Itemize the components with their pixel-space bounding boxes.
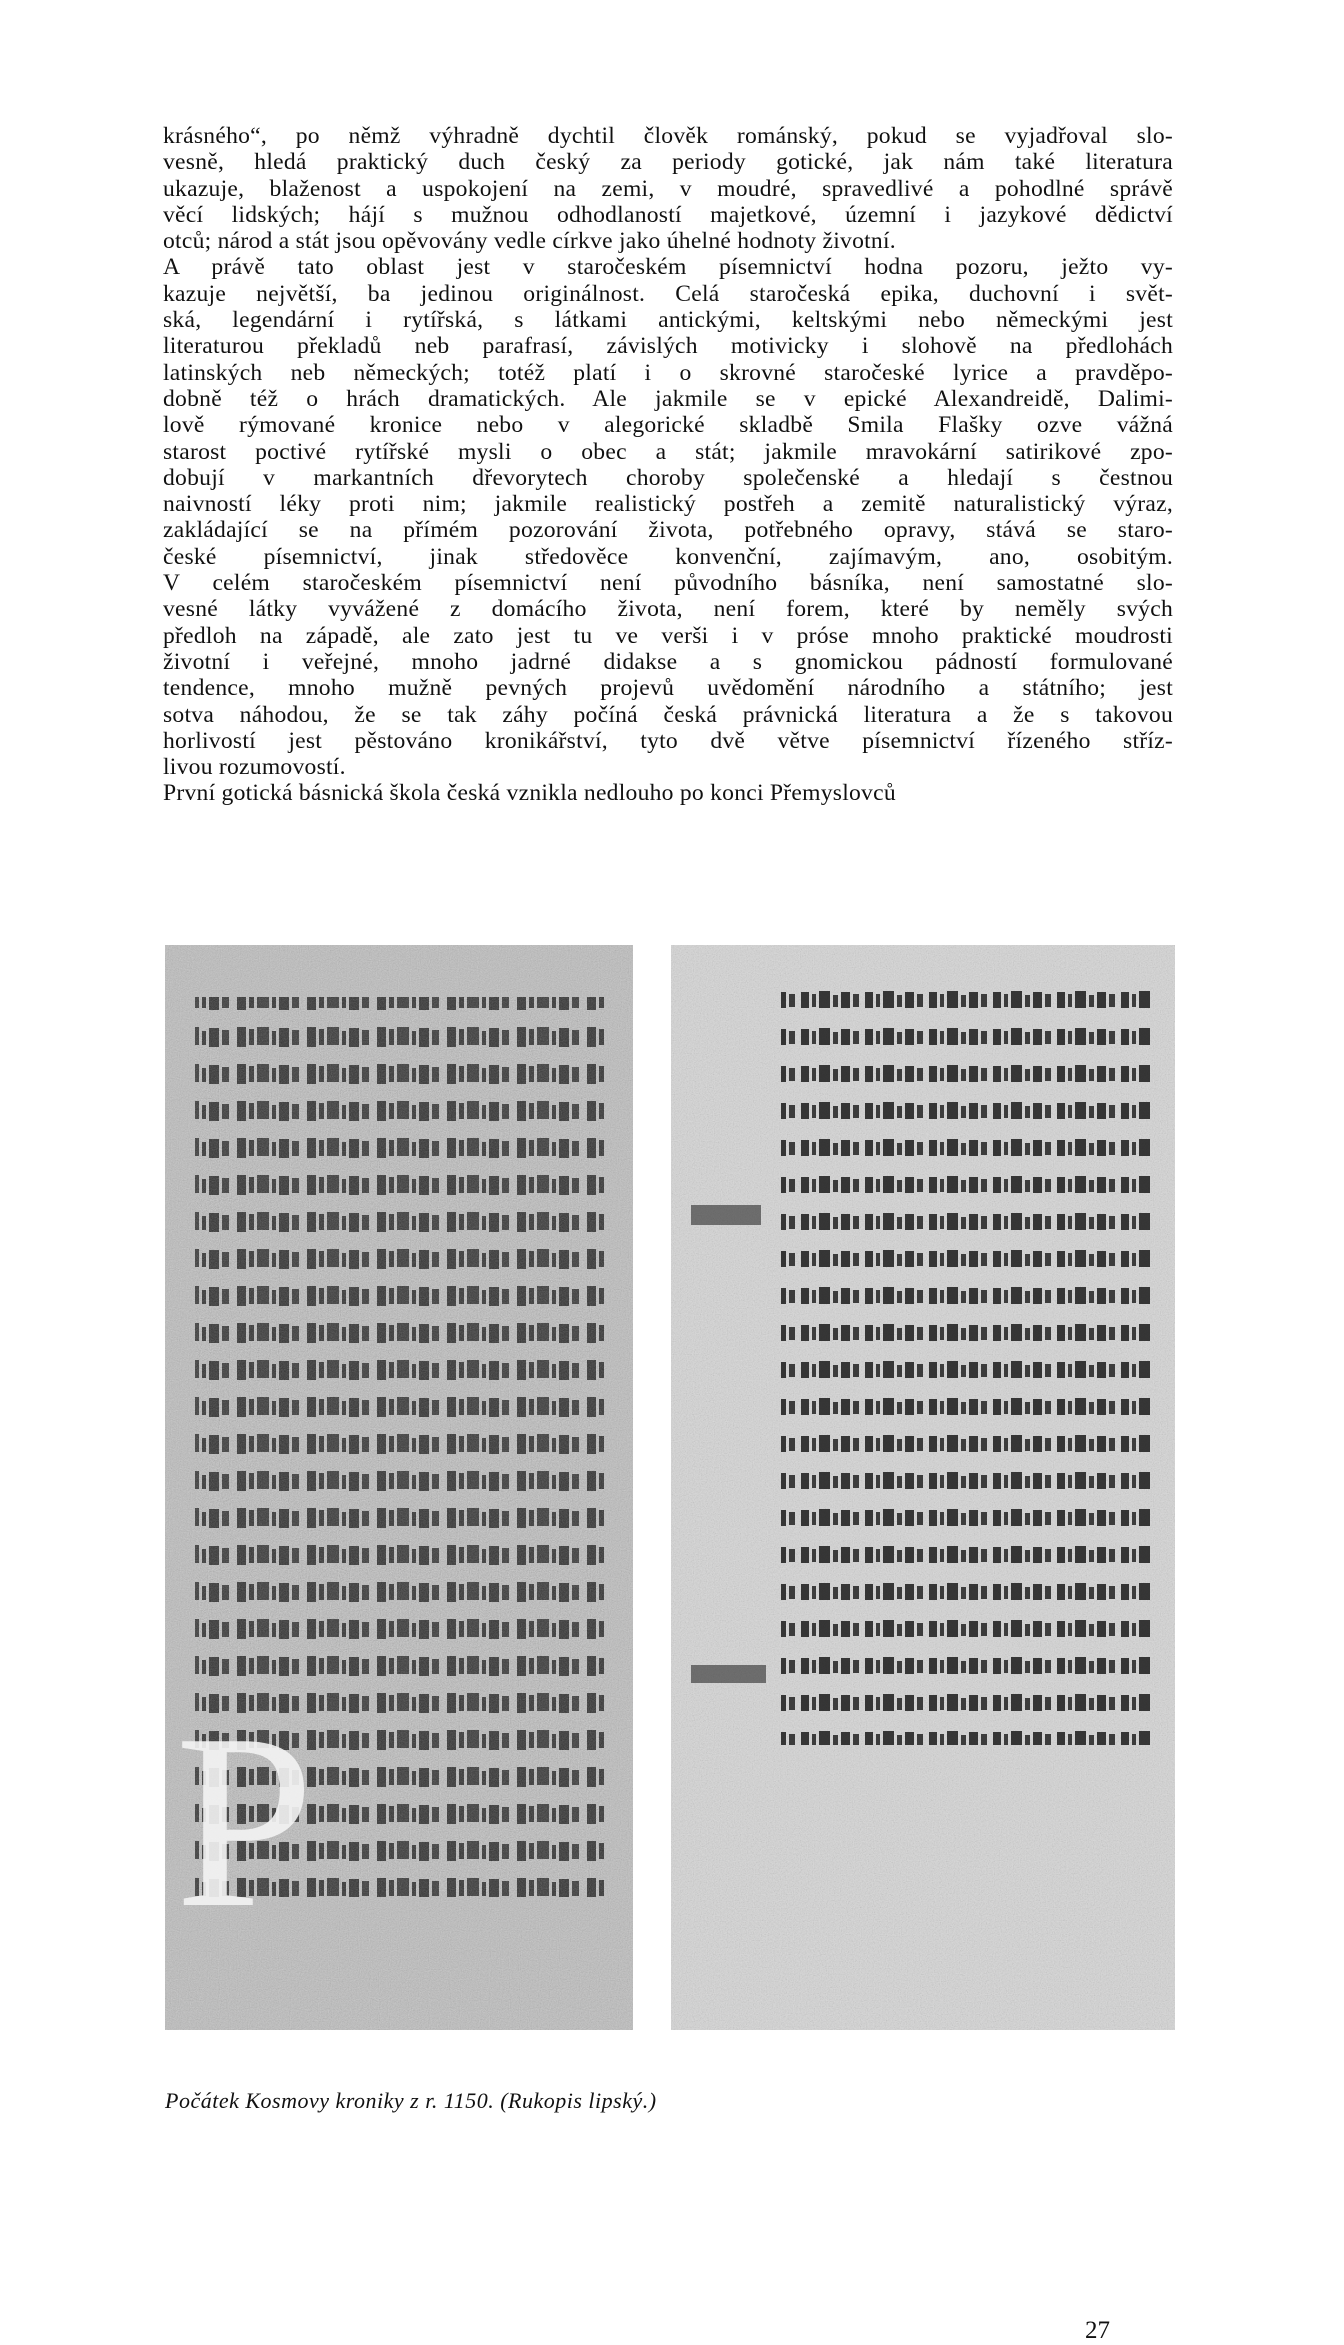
body-line: krásného“, po němž výhradně dychtil člověk románský, pokud se vyjadřoval slo- (163, 123, 1173, 149)
body-line: životní i veřejné, mnoho jadrné didakse a s gnomickou pádností formulované (163, 648, 1173, 675)
body-line: literaturou překladů neb parafrasí, závislých motivicky i slohově na předlohách (163, 333, 1173, 360)
body-line: dobují v markantních dřevorytech choroby společenské a hledají s čestnou (163, 464, 1173, 491)
body-line: kazuje největší, ba jedinou originálnost. Celá staročeská epika, duchovní i svět- (163, 280, 1173, 307)
body-line: zakládající se na přímém pozorování života, potřebného opravy, stává se staro- (163, 517, 1173, 544)
manuscript-leaf-right (671, 945, 1175, 2030)
body-line: horlivostí jest pěstováno kronikářství, tyto dvě větve písemnictví řízeného stříz- (163, 727, 1173, 754)
body-line: livou rozumovostí. (163, 754, 346, 781)
body-line: ská, legendární i rytířská, s látkami antickými, keltskými nebo německými jest (163, 307, 1173, 334)
figure-caption: Počátek Kosmovy kroniky z r. 1150. (Rukopis lipský.) (165, 2088, 657, 2113)
body-line: české písemnictví, jinak středověce konvenční, zajímavým, ano, osobitým. (163, 543, 1173, 570)
body-line: vesné látky vyvážené z domácího života, není forem, které by neměly svých (163, 596, 1173, 623)
body-line: V celém staročeském písemnictví není původního básníka, není samostatné slo- (163, 570, 1173, 597)
body-line: předloh na západě, ale zato jest tu ve verši i v próse mnoho praktické moudrosti (163, 622, 1173, 649)
body-line: A právě tato oblast jest v staročeském písemnictví hodna pozoru, ježto vy- (163, 254, 1173, 281)
page-number: 27 (1085, 2317, 1110, 2344)
body-line: starost poctivé rytířské mysli o obec a stát; jakmile mravokární satirikové zpo- (163, 438, 1173, 465)
body-line: vesně, hledá praktický duch český za periody gotické, jak nám také literatura (163, 149, 1173, 176)
body-line: otců; národ a stát jsou opěvovány vedle církve jako úhelné hodnoty životní. (163, 228, 896, 255)
initial-letter: P (175, 1683, 315, 1960)
body-line: První gotická básnická škola česká vznikla nedlouho po konci Přemyslovců (163, 780, 896, 807)
body-line: sotva náhodou, že se tak záhy počíná česká právnická literatura a že s takovou (163, 701, 1173, 728)
body-text (163, 123, 1173, 807)
body-line: ukazuje, blaženost a uspokojení na zemi, v moudré, spravedlivé a pohodlné správě (163, 175, 1173, 202)
manuscript-leaf-left (165, 945, 633, 2030)
manuscript-leaf-left-image (165, 945, 633, 2030)
body-line: dobně též o hrách dramatických. Ale jakmile se v epické Alexandreidě, Dalimi- (163, 385, 1173, 412)
body-line: tendence, mnoho mužně pevných projevů uvědomění národního a státního; jest (163, 675, 1173, 702)
body-line: naivností léky proti nim; jakmile realistický postřeh a zemitě naturalistický výraz, (163, 491, 1173, 518)
body-line: latinských neb německých; totéž platí i o skrovné staročeské lyrice a pravděpo- (163, 359, 1173, 386)
manuscript-leaf-right-image (671, 945, 1175, 2030)
body-line: věcí lidských; hájí s mužnou odhodlaností majetkové, územní i jazykové dědictví (163, 201, 1173, 228)
manuscript-images (165, 945, 1173, 2030)
body-line: lově rýmované kronice nebo v alegorické skladbě Smila Flašky ozve vážná (163, 412, 1173, 439)
